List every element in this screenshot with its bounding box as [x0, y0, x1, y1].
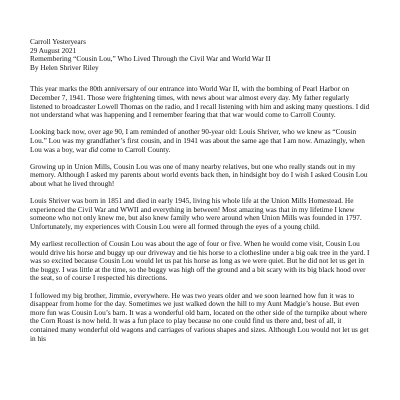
- paragraph-3: Growing up in Union Mills, Cousin Lou was one of many nearby relatives, but one who really stands out in my memory. Although I asked my parents about world events back then, in hindsight boy do I wish I asked Cousin Lou about what he lived through!: [30, 161, 368, 188]
- article-header: [30, 38, 370, 72]
- article-title: Remembering “Cousin Lou,” Who Lived Through the Civil War and World War II: [30, 54, 271, 64]
- article-body: [30, 85, 370, 343]
- paragraph-6: I followed my big brother, Jimmie, everywhere. He was two years older and we soon learned how fun it was to disappear from home for the day. Sometimes we just walked down the hill to my Aunt Madgie’s house. But even more fun was Cousin Lou’s barn. It was a wonderful old barn, located on the other side of the turnpike about where the Corn Roast is now held. It was a fun place to play because no one could find us there and, best of all, it contained many wonderful old wagons and carriages of various shapes and sizes. Although Lou would not let us get in his: [30, 290, 369, 343]
- column-name: Carroll Yesteryears: [30, 37, 86, 46]
- paragraph-5: My earliest recollection of Cousin Lou was about the age of four or five. When he would come visit, Cousin Lou would drive his horse and buggy up our driveway and tie his horse to a clothesline under a big oak tree in the yard. I was so excited because Cousin Lou would let us pat his horse as long as we were quiet. But he did not let us get in the buggy. I was little at the time, so the buggy was high off the ground and a bit scary with its big black hood over the seat, so of course I respected his directions.: [30, 239, 370, 283]
- emphasis-did: did: [88, 144, 99, 154]
- paragraph-4: Louis Shriver was born in 1851 and died in early 1945, living his whole life at the Union Mills Homestead. He experienced the Civil War and WWII and everything in between! Most amazing was that in my lifetime I knew someone who not only knew me, but also knew family who were around when Union Mills was founded in 1797. Unfortunately, my experiences with Cousin Lou were all formed through the eyes of a young child.: [30, 196, 362, 231]
- article-byline: By Helen Shriver Riley: [30, 62, 99, 72]
- paragraph-1: This year marks the 80th anniversary of our entrance into World War II, with the bombing of Pearl Harbor on December 7, 1941. Those were frightening times, with news about war almost every day. My father regularly listened to broadcaster Lowell Thomas on the radio, and I recall listening with him and asking many questions. I did not understand what was happening and I remember fearing that that war would come to Carroll County.: [30, 84, 370, 120]
- article-date: 29 August 2021: [30, 45, 77, 55]
- paragraph-2: Looking back now, over age 90, I am reminded of another 90-year old: Louis Shriver, who we knew as “Cousin Lou.” Lou was my grandfather’s first cousin, and in 1941 was about the same age that I am now. Amazingly, when Lou was a boy, war did come to Carroll County.: [30, 127, 365, 154]
